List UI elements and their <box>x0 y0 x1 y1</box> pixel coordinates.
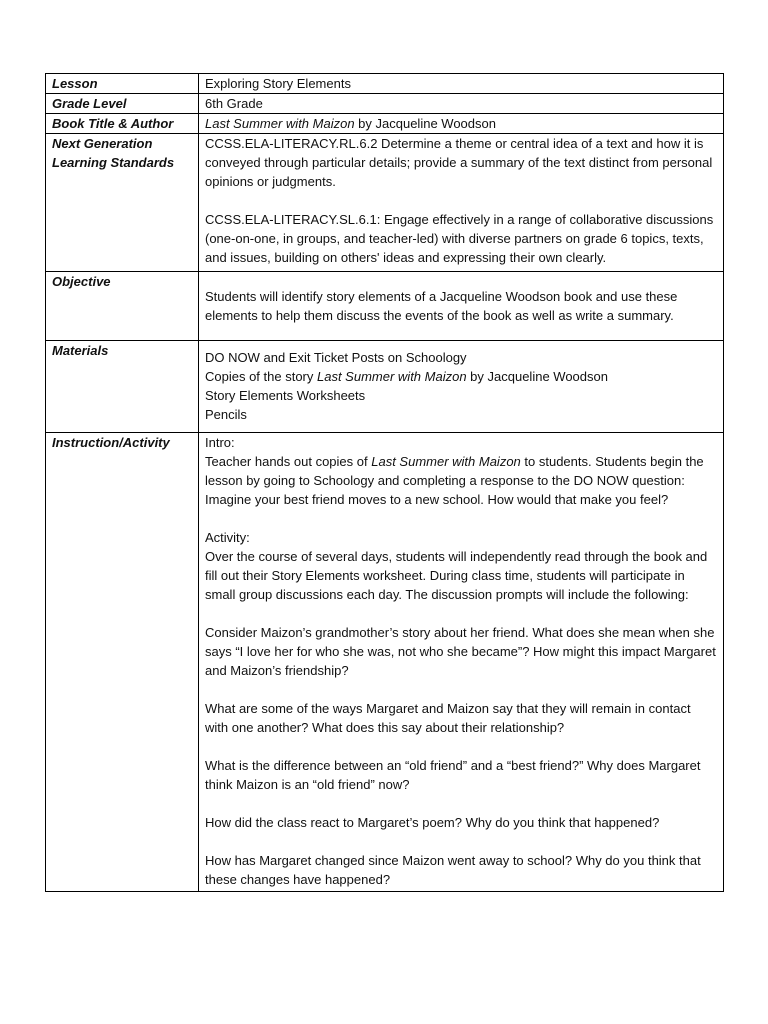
material-item-suffix: by Jacqueline Woodson <box>466 369 608 384</box>
lesson-value: Exploring Story Elements <box>199 74 724 94</box>
material-item: Pencils <box>205 407 247 422</box>
book-label: Book Title & Author <box>46 114 199 134</box>
intro-text <box>205 452 717 509</box>
standard-rl-6-2: CCSS.ELA-LITERACY.RL.6.2 Determine a theme or central idea of a text and how it is conveyed through particular details; provide a summary of the text distinct from personal opinions or judgments. <box>205 136 713 189</box>
row-lesson <box>46 74 724 94</box>
standards-label-line1: Next Generation <box>52 136 153 151</box>
discussion-prompt: What are some of the ways Margaret and Maizon say that they will remain in contact with one another? What does this say about their relationship? <box>205 701 691 735</box>
book-value <box>199 114 724 134</box>
lesson-label: Lesson <box>46 74 199 94</box>
material-item <box>205 367 717 386</box>
row-book <box>46 114 724 134</box>
row-instruction <box>46 433 724 892</box>
row-grade <box>46 94 724 114</box>
objective-label: Objective <box>46 272 199 341</box>
intro-title: Last Summer with Maizon <box>371 454 521 469</box>
standards-label-line2: Learning Standards <box>52 155 175 170</box>
instruction-label: Instruction/Activity <box>46 433 199 892</box>
material-item: DO NOW and Exit Ticket Posts on Schoology <box>205 350 467 365</box>
standards-value <box>199 134 724 272</box>
material-item-title: Last Summer with Maizon <box>317 369 467 384</box>
intro-heading: Intro: <box>205 435 235 450</box>
row-materials <box>46 341 724 433</box>
objective-text: Students will identify story elements of a Jacqueline Woodson book and use these elements to help them discuss the events of the book as well as write a summary. <box>205 289 678 323</box>
materials-label: Materials <box>46 341 199 433</box>
material-item: Story Elements Worksheets <box>205 388 366 403</box>
intro-prefix: Teacher hands out copies of <box>205 454 372 469</box>
discussion-prompt: How did the class react to Margaret’s poem? Why do you think that happened? <box>205 815 660 830</box>
materials-value <box>199 341 724 433</box>
standards-label <box>46 134 199 272</box>
material-item-prefix: Copies of the story <box>205 369 317 384</box>
lesson-plan-table <box>45 73 724 892</box>
grade-value: 6th Grade <box>199 94 724 114</box>
book-title: Last Summer with Maizon <box>205 116 355 131</box>
instruction-value <box>199 433 724 892</box>
standard-sl-6-1: CCSS.ELA-LITERACY.SL.6.1: Engage effectively in a range of collaborative discussions (one-on-one, in groups, and teacher-led) with diverse partners on grade 6 topics, texts, and issues, building on others' ideas and expressing their own clearly. <box>205 212 714 265</box>
row-objective <box>46 272 724 341</box>
discussion-prompt: What is the difference between an “old friend” and a “best friend?” Why does Margaret think Maizon is an “old friend” now? <box>205 758 701 792</box>
row-standards <box>46 134 724 272</box>
discussion-prompt: How has Margaret changed since Maizon went away to school? Why do you think that these changes have happened? <box>205 853 701 887</box>
intro-suffix: to students. Students begin the lesson by going to Schoology and completing a response to the DO NOW question: Imagine your best friend moves to a new school. How would that make you feel? <box>205 454 704 507</box>
book-author: by Jacqueline Woodson <box>354 116 496 131</box>
grade-label: Grade Level <box>46 94 199 114</box>
activity-text: Over the course of several days, students will independently read through the book and fill out their Story Elements worksheet. During class time, students will participate in small group discussions each day. The discussion prompts will include the following: <box>205 549 708 602</box>
activity-heading: Activity: <box>205 530 250 545</box>
objective-value <box>199 272 724 341</box>
discussion-prompt: Consider Maizon’s grandmother’s story about her friend. What does she mean when she says “I love her for who she was, not who she became”? How might this impact Margaret and Maizon’s friendship? <box>205 625 716 678</box>
